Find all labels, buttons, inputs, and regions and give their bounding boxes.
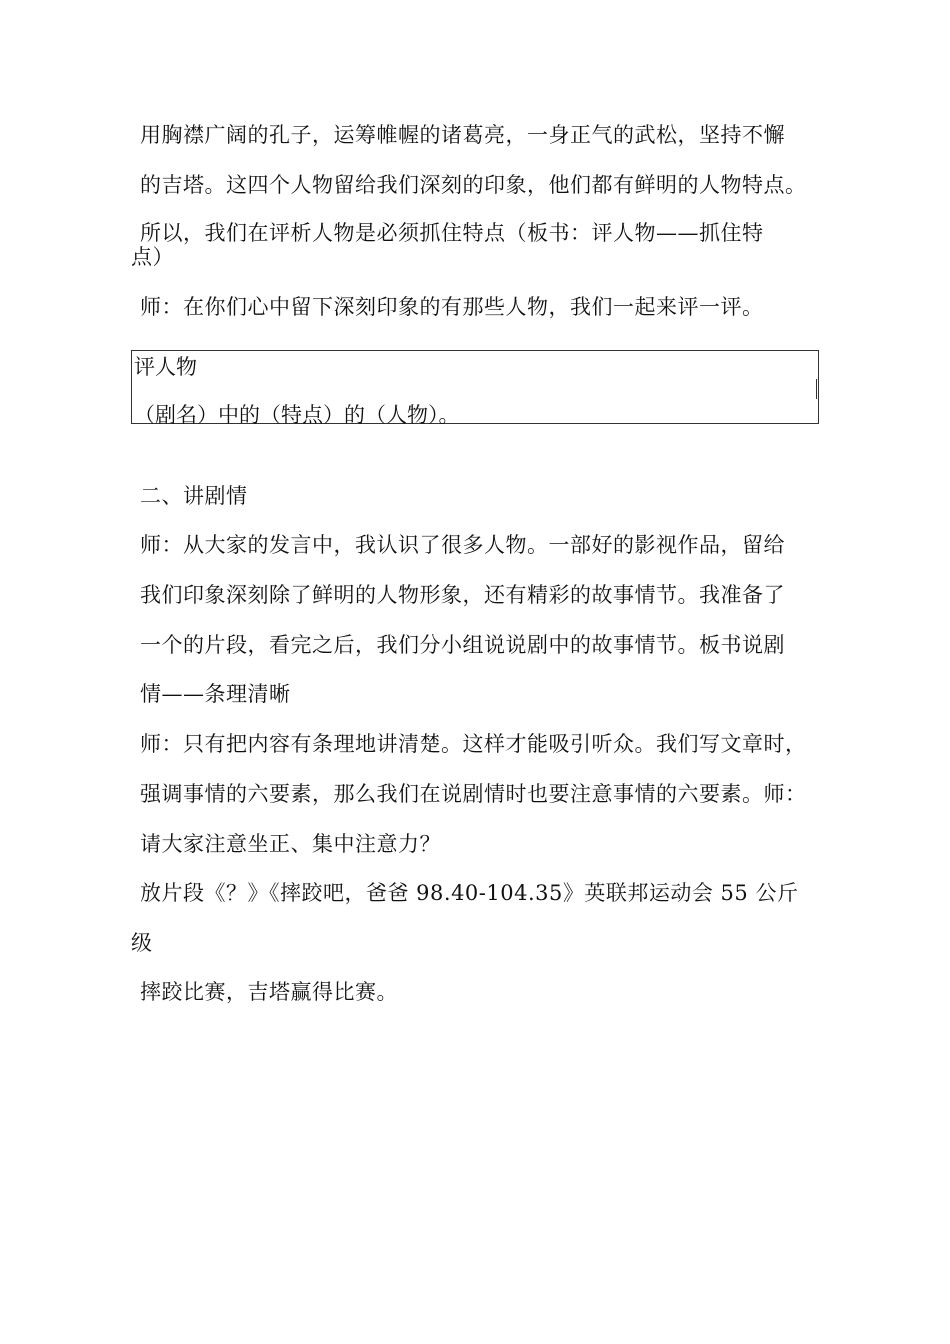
paragraph-line: 师：只有把内容有条理地讲清楚。这样才能吸引听众。我们写文章时，	[140, 732, 807, 756]
paragraph-line: 请大家注意坐正、集中注意力？	[140, 832, 441, 856]
paragraph-line: 师：在你们心中留下深刻印象的有那些人物，我们一起来评一评。	[140, 295, 764, 319]
box-template: （剧名）中的（特点）的（人物）。	[134, 403, 460, 427]
paragraph-line: 所以，我们在评析人物是必须抓住特点（板书：评人物——抓住特	[140, 221, 764, 245]
paragraph-line: 一个的片段，看完之后，我们分小组说说剧中的故事情节。板书说剧	[140, 633, 785, 657]
paragraph-line: 强调事情的六要素，那么我们在说剧情时也要注意事情的六要素。师：	[140, 782, 807, 806]
paragraph-line: 情——条理清晰	[140, 682, 291, 706]
paragraph-line: 用胸襟广阔的孔子，运筹帷幄的诸葛亮，一身正气的武松，坚持不懈	[140, 123, 785, 147]
paragraph-line: 放片段《？》《摔跤吧，爸爸 98.40-104.35》英联邦运动会 55 公斤	[140, 881, 799, 905]
evaluation-box	[131, 350, 819, 427]
paragraph-line: 师：从大家的发言中，我认识了很多人物。一部好的影视作品，留给	[140, 533, 785, 557]
box-title: 评人物	[134, 355, 197, 379]
paragraph-line: 级	[131, 931, 153, 955]
paragraph-line: 的吉塔。这四个人物留给我们深刻的印象，他们都有鲜明的人物特点。	[140, 173, 807, 197]
box-divider	[816, 379, 817, 399]
paragraph-line: 摔跤比赛，吉塔赢得比赛。	[140, 980, 398, 1004]
paragraph-line: 我们印象深刻除了鲜明的人物形象，还有精彩的故事情节。我准备了	[140, 583, 785, 607]
section-heading: 二、讲剧情	[140, 484, 248, 508]
paragraph-line: 点）	[131, 245, 174, 269]
